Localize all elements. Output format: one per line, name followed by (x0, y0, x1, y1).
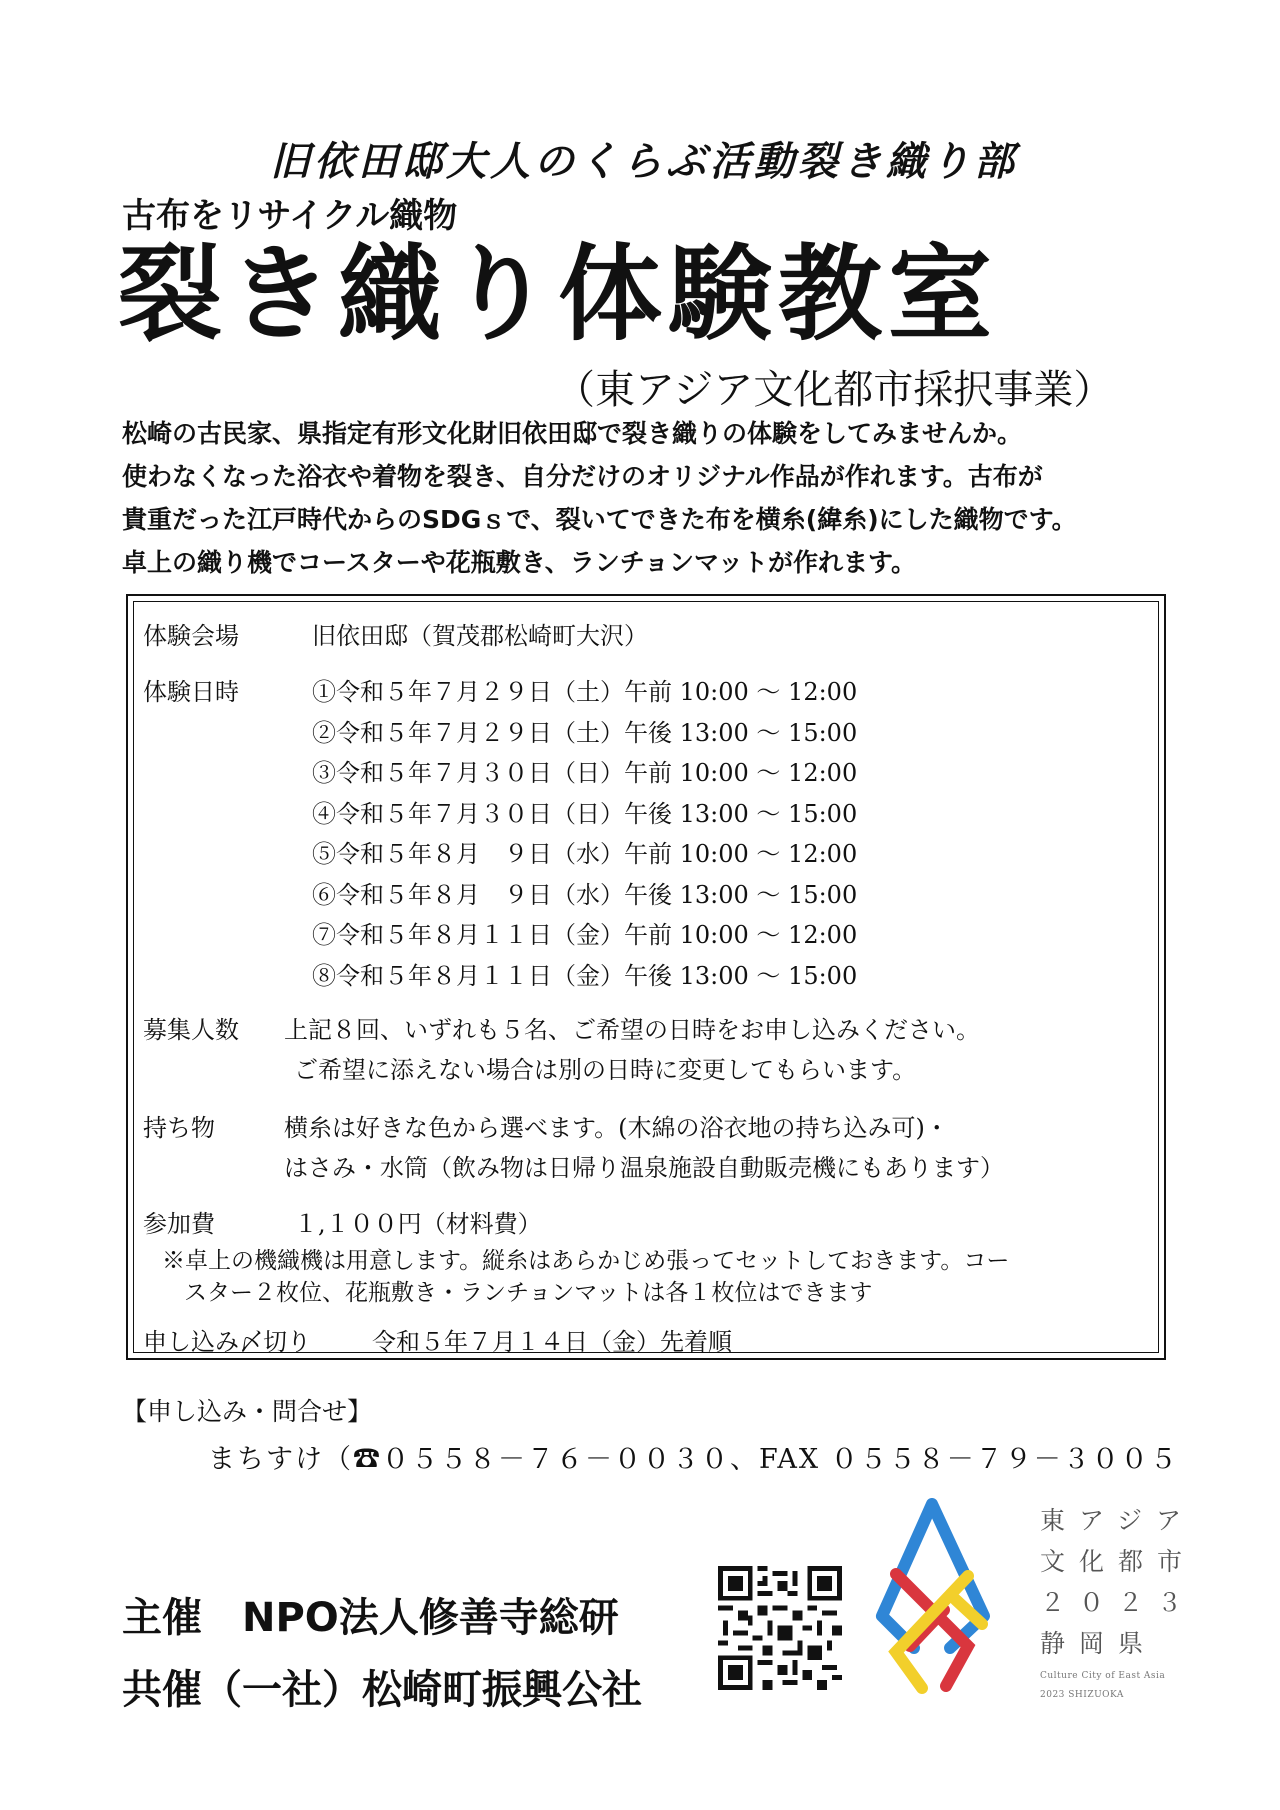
datetime-label: 体験日時 (143, 678, 239, 706)
qr-code[interactable] (718, 1566, 842, 1690)
intro-text (122, 412, 1182, 584)
cohost-name: （一社）松崎町振興公社 (202, 1667, 642, 1713)
schedule-item: ⑥令和５年８月 ９日（水）午後 13:00 ～ 15:00 (312, 880, 858, 909)
capacity-text-1: 上記８回、いずれも５名、ご希望の日時をお申し込みください。 (284, 1016, 980, 1044)
intro-line: 卓上の織り機でコースターや花瓶敷き、ランチョンマットが作れます。 (122, 548, 917, 577)
cc-line-4: 静岡県 (1040, 1629, 1158, 1658)
schedule-item: ④令和５年７月３０日（日）午後 13:00 ～ 15:00 (312, 799, 858, 828)
bring-text-2: はさみ・水筒（飲み物は日帰り温泉施設自動販売機にもあります） (284, 1154, 1004, 1182)
schedule-item: ⑤令和５年８月 ９日（水）午前 10:00 ～ 12:00 (312, 840, 858, 868)
contact-info: まちすけ（☎０５５８－７６－００３０、FAX ０５５８－７９－３００５ (208, 1444, 1179, 1475)
deadline-value: 令和５年７月１４日（金）先着順 (372, 1328, 732, 1356)
deadline-label: 申し込み〆切り (143, 1328, 311, 1356)
cc-line-3: ２０２３ (1040, 1588, 1197, 1617)
capacity-label: 募集人数 (143, 1016, 239, 1044)
fee-label: 参加費 (143, 1210, 215, 1238)
host-label: 主催 (122, 1595, 202, 1641)
contact-heading: 【申し込み・問合せ】 (122, 1397, 373, 1426)
schedule-item: ①令和５年７月２９日（土）午前 10:00 ～ 12:00 (312, 678, 858, 706)
intro-line: 使わなくなった浴衣や着物を裂き、自分だけのオリジナル作品が作れます。古布が (122, 462, 1043, 491)
venue-label: 体験会場 (143, 622, 239, 650)
note-line-2: スター２枚位、花瓶敷き・ランチョンマットは各１枚位はできます (184, 1280, 873, 1306)
cc-english-2: 2023 SHIZUOKA (1040, 1690, 1124, 1700)
club-name: 旧依田邸大人のくらぶ活動裂き織り部 (270, 138, 1018, 185)
schedule-list (312, 672, 857, 996)
cohost-label: 共催 (122, 1667, 202, 1713)
host-name: NPO法人修善寺総研 (242, 1595, 619, 1641)
schedule-item: ⑧令和５年８月１１日（金）午後 13:00 ～ 15:00 (312, 961, 858, 990)
cohost-line (122, 1658, 642, 1715)
schedule-item: ③令和５年７月３０日（日）午前 10:00 ～ 12:00 (312, 759, 858, 787)
intro-line: 松崎の古民家、県指定有形文化財旧依田邸で裂き織りの体験をしてみませんか。 (122, 419, 1023, 448)
bring-text-1: 横糸は好きな色から選べます。(木綿の浴衣地の持ち込み可)・ (284, 1114, 949, 1142)
intro-line: 貴重だった江戸時代からのSDGｓで、裂いてできた布を横糸(緯糸)にした織物です。 (122, 505, 1077, 534)
culture-city-logo-mark (852, 1496, 1012, 1696)
venue-value: 旧依田邸（賀茂郡松崎町大沢） (312, 622, 648, 650)
bring-label: 持ち物 (143, 1114, 215, 1142)
page-title: 裂き織り体験教室 (118, 233, 999, 355)
qr-finder-top-right (807, 1566, 842, 1601)
fee-value: １,１００円（材料費） (294, 1210, 542, 1238)
capacity-text-2: ご希望に添えない場合は別の日時に変更してもらいます。 (294, 1056, 917, 1084)
adoption-note: （東アジア文化都市採択事業） (555, 367, 1114, 413)
culture-city-text (1040, 1500, 1196, 1702)
cc-line-1: 東アジア (1040, 1506, 1196, 1535)
schedule-item: ⑦令和５年８月１１日（金）午前 10:00 ～ 12:00 (312, 921, 858, 949)
host-line (122, 1586, 619, 1643)
qr-finder-top-left (718, 1566, 753, 1601)
schedule-item: ②令和５年７月２９日（土）午後 13:00 ～ 15:00 (312, 718, 858, 747)
cc-line-2: 文化都市 (1040, 1547, 1197, 1576)
subtitle: 古布をリサイクル織物 (122, 196, 458, 236)
cc-english-1: Culture City of East Asia (1040, 1671, 1166, 1681)
note-line-1: ※卓上の機織機は用意します。縦糸はあらかじめ張ってセットしておきます。コー (162, 1248, 1010, 1274)
qr-finder-bottom-left (718, 1655, 753, 1690)
